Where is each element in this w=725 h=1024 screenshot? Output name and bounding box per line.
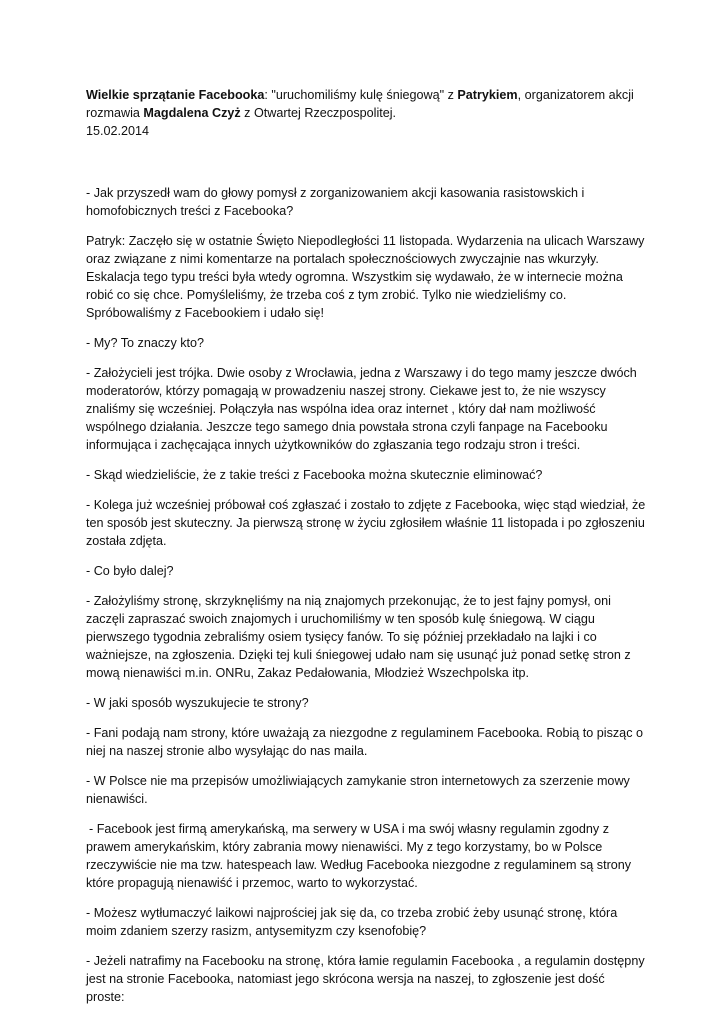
paragraph: Patryk: Zaczęło się w ostatnie Święto Niepodległości 11 listopada. Wydarzenia na ulicach Warszawy oraz związane z nimi komentarze na portalach społecznościowych zwyczajnie nas wkurzyły. Eskalacja tego typu treści była wtedy ogromna. Wszystkim się wydawało, że w internecie można robić co się chce. Pomyśleliśmy, że trzeba coś z tym zrobić. Tylko nie wiedzieliśmy co. Spróbowaliśmy z Facebookiem i udało się! [86, 234, 645, 320]
paragraph: - Możesz wytłumaczyć laikowi najprościej jak się da, co trzeba zrobić żeby usunąć stronę, która moim zdaniem szerzy rasizm, antysemityzm czy ksenofobię? [86, 906, 618, 938]
paragraph: - Co było dalej? [86, 564, 174, 578]
paragraph: - Facebook jest firmą amerykańską, ma serwery w USA i ma swój własny regulamin zgodny z prawem amerykańskim, który zabrania mowy nienawiści. My z tego korzystamy, bo w Polsce rzeczywiście nie ma tzw. hatespeach law. Według Facebooka niezgodne z regulaminem są strony które propagują nienawiść i przemoc, warto to wykorzystać. [86, 822, 632, 890]
paragraph: - Założycieli jest trójka. Dwie osoby z Wrocławia, jedna z Warszawy i do tego mamy jeszcze dwóch moderatorów, którzy pomagają w prowadzeniu naszej strony. Ciekawe jest to, że nie wszyscy znaliśmy się wcześniej. Połączyła nas wspólna idea oraz internet , który dał nam możliwość wspólnego działania. Jeszcze tego samego dnia powstała strona czyli fanpage na Facebooku informująca i zachęcająca innych użytkowników do zgłaszania tego rodzaju stron i treści. [86, 366, 637, 452]
interviewer-name: Magdalena Czyż [143, 106, 241, 120]
paragraph: - My? To znaczy kto? [86, 336, 205, 350]
paragraph: - W jaki sposób wyszukujecie te strony? [86, 696, 309, 710]
interviewee-suffix: , organizatorem akcji rozmawia [86, 88, 634, 120]
article-title-block [86, 86, 646, 122]
article-date: 15.02.2014 [86, 124, 150, 138]
document-page [86, 86, 646, 1018]
paragraph: - Założyliśmy stronę, skrzyknęliśmy na nią znajomych przekonując, że to jest fajny pomysł, oni zaczęli zapraszać swoich znajomych i uruchomiliśmy w ten sposób kulę śniegową. W ciągu pierwszego tygodnia zebraliśmy osiem tysięcy fanów. To się później przekładało na lajki i co ważniejsze, na zgłoszenia. Dzięki tej kuli śniegowej udało nam się usunąć już ponad setkę stron z mową nienawiści m.in. ONRu, Zakaz Pedałowania, Młodzież Wszechpolska itp. [86, 594, 631, 680]
paragraph: - Kolega już wcześniej próbował coś zgłaszać i zostało to zdjęte z Facebooka, więc stąd wiedział, że ten sposób jest skuteczny. Ja pierwszą stronę w życiu zgłosiłem właśnie 11 listopada i po zgłoszeniu została zdjęta. [86, 498, 646, 548]
article-header [86, 86, 646, 140]
outlet-name: z Otwartej Rzeczpospolitej. [240, 106, 397, 120]
paragraph: - Jak przyszedł wam do głowy pomysł z zorganizowaniem akcji kasowania rasistowskich i homofobicznych treści z Facebooka? [86, 186, 585, 218]
title-bold: Wielkie sprzątanie Facebooka [86, 88, 265, 102]
paragraph: - Skąd wiedzieliście, że z takie treści z Facebooka można skutecznie eliminować? [86, 468, 543, 482]
title-rest: : "uruchomiliśmy kulę śniegową" z [264, 88, 458, 102]
paragraph: - Fani podają nam strony, które uważają za niezgodne z regulaminem Facebooka. Robią to pisząc o niej na naszej stronie albo wysyłając do nas maila. [86, 726, 643, 758]
paragraph: - Jeżeli natrafimy na Facebooku na stronę, która łamie regulamin Facebooka , a regulamin dostępny jest na stronie Facebooka, natomiast jego skrócona wersja na naszej, to zgłoszenie jest dość proste: [86, 954, 645, 1004]
interviewee-name: Patrykiem [457, 88, 518, 102]
paragraph: - W Polsce nie ma przepisów umożliwiających zamykanie stron internetowych za szerzenie mowy nienawiści. [86, 774, 630, 806]
